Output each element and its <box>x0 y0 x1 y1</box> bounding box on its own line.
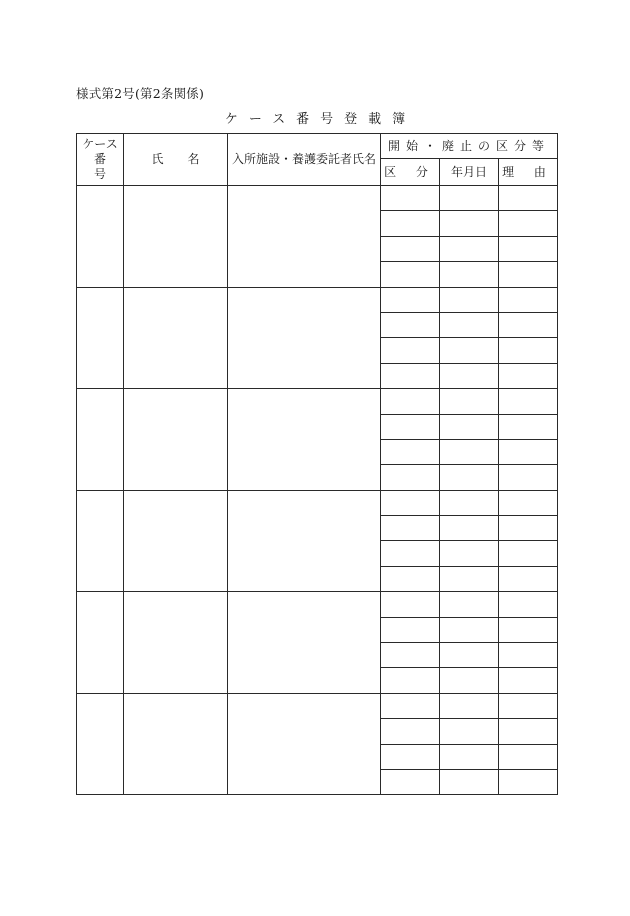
date-cell[interactable] <box>440 211 499 236</box>
reason-cell[interactable] <box>499 186 558 211</box>
case-number-cell[interactable] <box>77 693 124 795</box>
division-cell[interactable] <box>381 312 440 337</box>
case-number-cell[interactable] <box>77 287 124 389</box>
reason-cell[interactable] <box>499 211 558 236</box>
header-reason: 理 由 <box>499 159 558 186</box>
case-number-cell[interactable] <box>77 490 124 592</box>
date-cell[interactable] <box>440 516 499 541</box>
reason-cell[interactable] <box>499 769 558 794</box>
date-cell[interactable] <box>440 186 499 211</box>
date-cell[interactable] <box>440 769 499 794</box>
date-cell[interactable] <box>440 541 499 566</box>
header-division: 区 分 <box>381 159 440 186</box>
date-cell[interactable] <box>440 668 499 693</box>
reason-cell[interactable] <box>499 490 558 515</box>
date-cell[interactable] <box>440 363 499 388</box>
form-number: 様式第2号(第2条関係) <box>76 86 205 101</box>
division-cell[interactable] <box>381 363 440 388</box>
header-case-number <box>77 134 124 186</box>
division-cell[interactable] <box>381 693 440 718</box>
division-cell[interactable] <box>381 744 440 769</box>
reason-cell[interactable] <box>499 516 558 541</box>
header-name <box>124 134 228 186</box>
date-cell[interactable] <box>440 490 499 515</box>
division-cell[interactable] <box>381 719 440 744</box>
division-cell[interactable] <box>381 516 440 541</box>
division-cell[interactable] <box>381 769 440 794</box>
division-cell[interactable] <box>381 668 440 693</box>
header-case-number-line2: 番 号 <box>93 152 114 181</box>
division-cell[interactable] <box>381 592 440 617</box>
reason-cell[interactable] <box>499 617 558 642</box>
form-title: ケース番号登載簿 <box>224 112 417 127</box>
date-cell[interactable] <box>440 338 499 363</box>
table-row <box>77 389 558 414</box>
division-cell[interactable] <box>381 389 440 414</box>
name-cell[interactable] <box>124 693 228 795</box>
table-row <box>77 287 558 312</box>
date-cell[interactable] <box>440 719 499 744</box>
reason-cell[interactable] <box>499 439 558 464</box>
date-cell[interactable] <box>440 236 499 261</box>
case-number-cell[interactable] <box>77 186 124 288</box>
reason-cell[interactable] <box>499 262 558 287</box>
date-cell[interactable] <box>440 693 499 718</box>
name-cell[interactable] <box>124 186 228 288</box>
header-facility: 入所施設・養護委託者氏名 <box>228 134 381 186</box>
header-case-number-line1: ケース <box>82 137 118 151</box>
case-number-cell[interactable] <box>77 389 124 491</box>
division-cell[interactable] <box>381 643 440 668</box>
reason-cell[interactable] <box>499 414 558 439</box>
division-cell[interactable] <box>381 566 440 591</box>
facility-cell[interactable] <box>228 490 381 592</box>
facility-cell[interactable] <box>228 693 381 795</box>
reason-cell[interactable] <box>499 668 558 693</box>
name-cell[interactable] <box>124 592 228 694</box>
facility-cell[interactable] <box>228 389 381 491</box>
facility-cell[interactable] <box>228 592 381 694</box>
date-cell[interactable] <box>440 643 499 668</box>
date-cell[interactable] <box>440 465 499 490</box>
date-cell[interactable] <box>440 312 499 337</box>
header-name-label: 氏名 <box>151 152 224 166</box>
division-cell[interactable] <box>381 541 440 566</box>
date-cell[interactable] <box>440 287 499 312</box>
reason-cell[interactable] <box>499 566 558 591</box>
date-cell[interactable] <box>440 439 499 464</box>
facility-cell[interactable] <box>228 186 381 288</box>
header-status-group: 開始・廃止の区分等 <box>381 134 558 159</box>
division-cell[interactable] <box>381 414 440 439</box>
division-cell[interactable] <box>381 338 440 363</box>
facility-cell[interactable] <box>228 287 381 389</box>
reason-cell[interactable] <box>499 744 558 769</box>
table-row <box>77 186 558 211</box>
division-cell[interactable] <box>381 287 440 312</box>
name-cell[interactable] <box>124 287 228 389</box>
name-cell[interactable] <box>124 389 228 491</box>
division-cell[interactable] <box>381 490 440 515</box>
division-cell[interactable] <box>381 236 440 261</box>
date-cell[interactable] <box>440 592 499 617</box>
table-row <box>77 592 558 617</box>
date-cell[interactable] <box>440 389 499 414</box>
reason-cell[interactable] <box>499 592 558 617</box>
table-row <box>77 490 558 515</box>
table-row <box>77 693 558 718</box>
header-date: 年月日 <box>440 159 499 186</box>
reason-cell[interactable] <box>499 693 558 718</box>
reason-cell[interactable] <box>499 312 558 337</box>
reason-cell[interactable] <box>499 465 558 490</box>
reason-cell[interactable] <box>499 287 558 312</box>
case-number-cell[interactable] <box>77 592 124 694</box>
reason-cell[interactable] <box>499 363 558 388</box>
name-cell[interactable] <box>124 490 228 592</box>
reason-cell[interactable] <box>499 389 558 414</box>
register-body <box>77 186 558 795</box>
reason-cell[interactable] <box>499 541 558 566</box>
case-register-table <box>76 133 558 795</box>
division-cell[interactable] <box>381 262 440 287</box>
reason-cell[interactable] <box>499 236 558 261</box>
division-cell[interactable] <box>381 617 440 642</box>
division-cell[interactable] <box>381 211 440 236</box>
reason-cell[interactable] <box>499 338 558 363</box>
date-cell[interactable] <box>440 566 499 591</box>
date-cell[interactable] <box>440 744 499 769</box>
date-cell[interactable] <box>440 617 499 642</box>
reason-cell[interactable] <box>499 719 558 744</box>
date-cell[interactable] <box>440 414 499 439</box>
division-cell[interactable] <box>381 439 440 464</box>
reason-cell[interactable] <box>499 643 558 668</box>
division-cell[interactable] <box>381 465 440 490</box>
division-cell[interactable] <box>381 186 440 211</box>
date-cell[interactable] <box>440 262 499 287</box>
